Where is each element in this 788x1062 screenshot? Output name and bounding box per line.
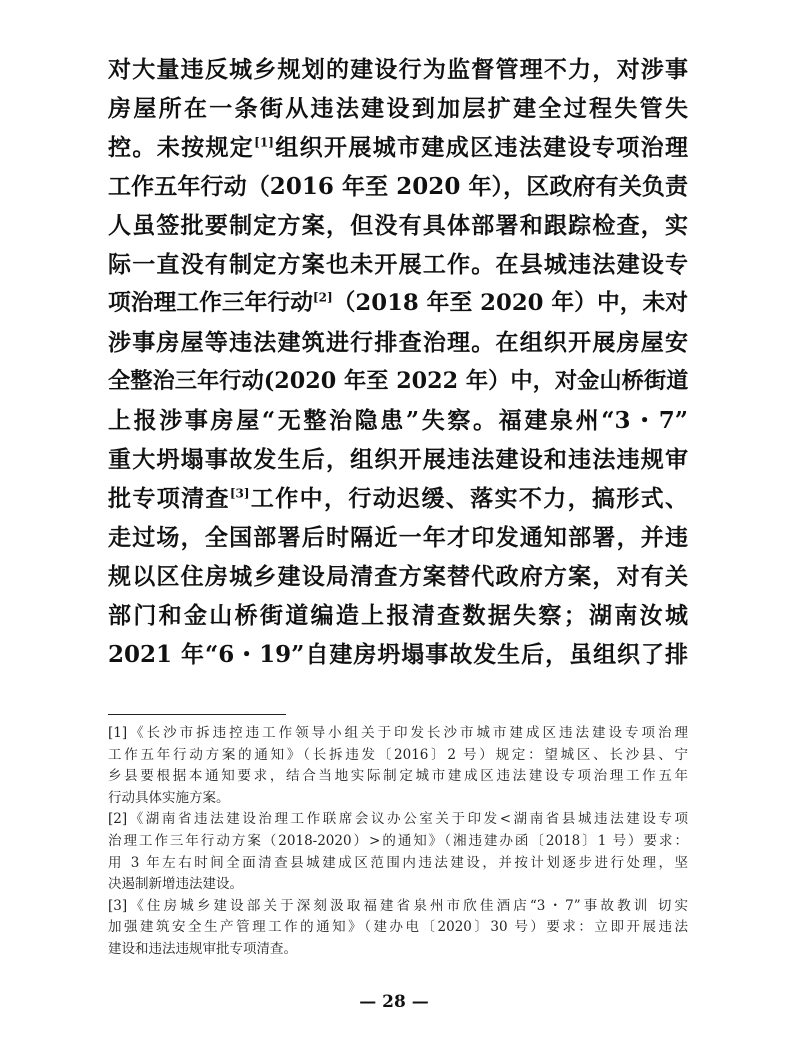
body-text xyxy=(108,50,688,674)
body-line xyxy=(108,245,688,284)
body-line-text: 项治理工作三年行动 xyxy=(108,290,313,316)
footnote-line: [2]《湖南省违法建设治理工作联席会议办公室关于印发<湖南省县城违法建设专项 xyxy=(108,811,688,828)
body-line-text: 房屋所在一条街从违法建设到加层扩建全过程失管失 xyxy=(108,95,688,122)
body-line xyxy=(108,167,688,206)
footnote-line: [3]《住房城乡建设部关于深刻汲取福建省泉州市欣佳酒店“3・7”事故教训 切实 xyxy=(108,897,688,914)
body-line xyxy=(108,401,688,440)
body-line-text: 组织开展城市建成区违法建设专项治理 xyxy=(273,134,688,161)
body-line-text: 规以区住房城乡建设局清查方案替代政府方案，对有关 xyxy=(108,563,688,590)
body-line-text: 涉事房屋等违法建筑进行排查治理。在组织开展房屋安 xyxy=(108,329,688,356)
footnote-line: [1]《长沙市拆违控违工作领导小组关于印发长沙市城市建成区违法建设专项治理 xyxy=(108,725,688,741)
body-line xyxy=(108,596,688,635)
body-line-text: 上报涉事房屋“无整治隐患”失察。福建泉州“3・7” xyxy=(108,407,688,434)
body-line-text: 人虽签批要制定方案，但没有具体部署和跟踪检查，实 xyxy=(108,212,688,239)
footnote-reference: [2] xyxy=(312,290,333,305)
body-line-text: 部门和金山桥街道编造上报清查数据失察；湖南汝城 xyxy=(108,602,688,629)
footnote-separator xyxy=(108,714,286,715)
body-line-text: 际一直没有制定方案也未开展工作。在县城违法建设专 xyxy=(108,251,688,278)
body-line xyxy=(108,89,688,128)
body-line-text: 全整治三年行动(2020 年至 2022 年）中，对金山桥街道 xyxy=(108,368,688,394)
body-line-text: 工作五年行动（2016 年至 2020 年），区政府有关负责 xyxy=(108,173,688,200)
body-line-text: 工作中，行动迟缓、落实不力，搞形式、 xyxy=(249,485,688,512)
footnote-line: 治理工作三年行动方案（2018-2020）>的通知》（湘违建办函〔2018〕1 号）要求： xyxy=(108,832,688,849)
footnote-line: 加强建筑安全生产管理工作的通知》（建办电〔2020〕30 号）要求：立即开展违法 xyxy=(108,919,688,936)
footnote-line: 决遏制新增违法建设。 xyxy=(108,876,243,893)
body-line xyxy=(108,128,688,167)
body-line xyxy=(108,323,688,362)
footnote-line: 行动具体实施方案。 xyxy=(108,789,230,806)
page-number: — 28 — xyxy=(359,992,429,1012)
body-line xyxy=(108,479,688,518)
footnote-reference: [3] xyxy=(229,486,250,501)
body-line-text: 走过场，全国部署后时隔近一年才印发通知部署，并违 xyxy=(108,524,688,551)
body-line-text: 2021 年“6・19”自建房坍塌事故发生后，虽组织了排 xyxy=(108,641,688,668)
footnote-line: 乡县要根据本通知要求，结合当地实际制定城市建成区违法建设专项治理工作五年 xyxy=(108,768,688,785)
body-line-text: 批专项清查 xyxy=(108,485,230,512)
body-line xyxy=(108,440,688,479)
footnote-line: 工作五年行动方案的通知》（长拆违发〔2016〕2 号）规定：望城区、长沙县、宁 xyxy=(108,746,688,763)
body-line-text: （2018 年至 2020 年）中，未对 xyxy=(332,290,688,316)
body-line xyxy=(108,50,688,89)
body-line xyxy=(108,557,688,596)
body-line xyxy=(108,518,688,557)
footnotes xyxy=(108,723,688,961)
body-line-text: 控。未按规定 xyxy=(108,134,255,161)
body-line-text: 重大坍塌事故发生后，组织开展违法建设和违法违规审 xyxy=(108,446,688,473)
body-line xyxy=(108,284,688,323)
footnote-line: 建设和违法违规审批专项清查。 xyxy=(108,940,297,957)
body-line xyxy=(108,206,688,245)
body-line-text: 对大量违反城乡规划的建设行为监督管理不力，对涉事 xyxy=(108,56,688,83)
body-line xyxy=(108,362,688,401)
footnote-reference: [1] xyxy=(254,135,274,150)
body-line xyxy=(108,635,688,674)
footnote-line: 用 3 年左右时间全面清查县城建成区范围内违法建设，并按计划逐步进行处理，坚 xyxy=(108,854,688,871)
